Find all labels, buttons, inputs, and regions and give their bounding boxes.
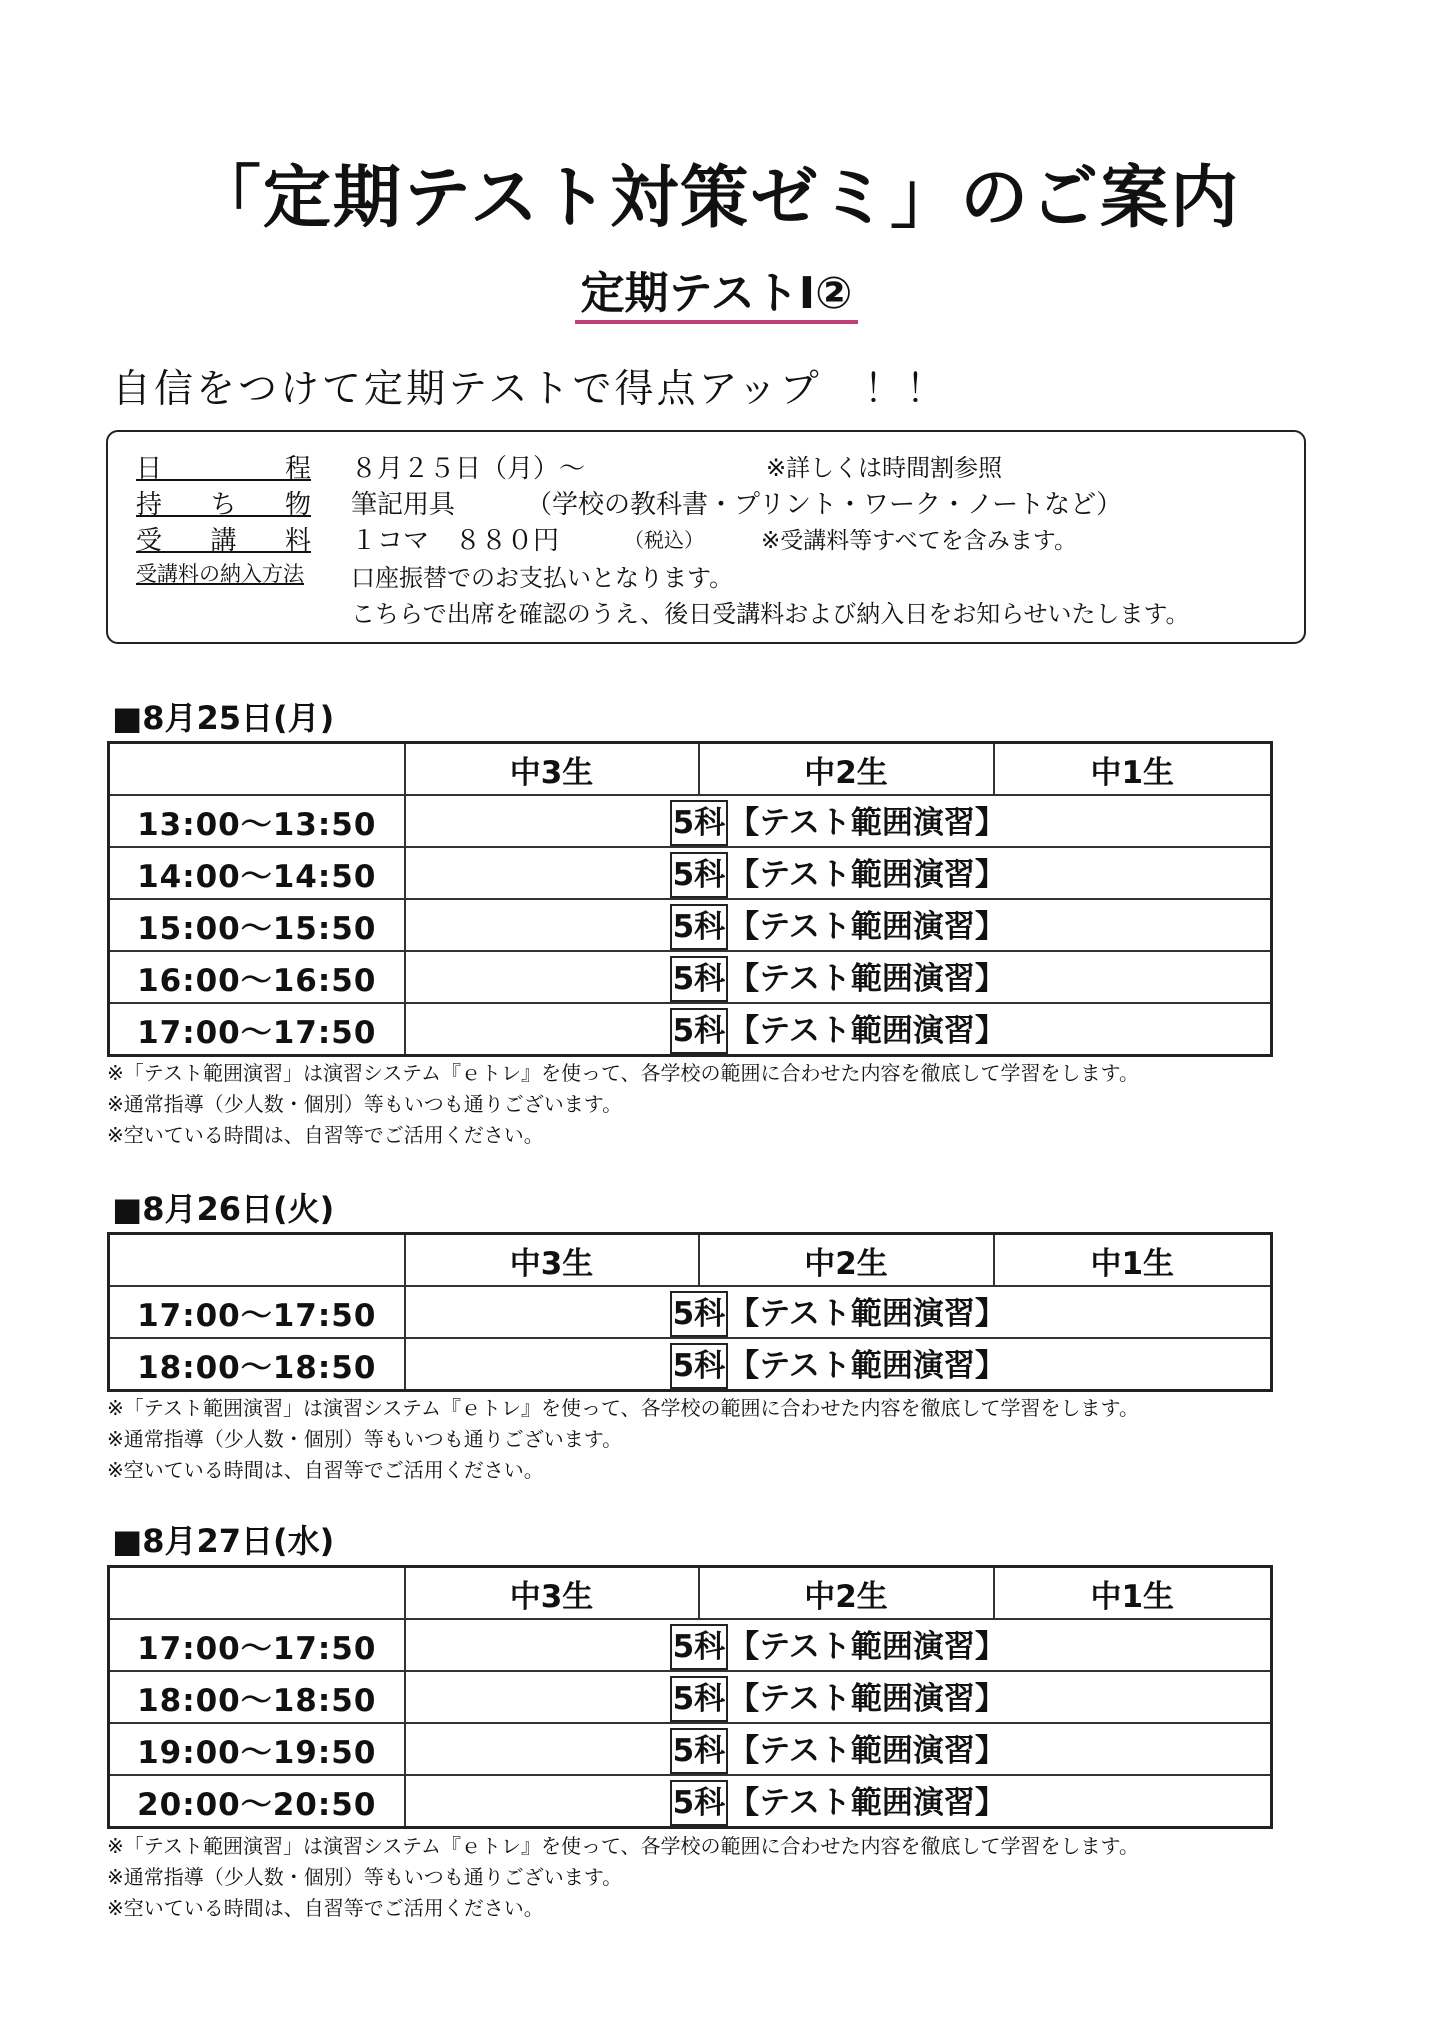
schedule-table-aug27 bbox=[107, 1565, 1273, 1829]
time-slot: 20:00～20:50 bbox=[109, 1775, 405, 1828]
time-slot: 18:00～18:50 bbox=[109, 1671, 405, 1723]
note-etore: ※「テスト範囲演習」は演習システム『ｅトレ』を使って、各学校の範囲に合わせた内容を徹底して学習をします。 bbox=[107, 1396, 1139, 1420]
items-note: （学校の教科書・プリント・ワーク・ノートなど） bbox=[526, 490, 1123, 520]
schedule-label: 日程 bbox=[136, 454, 311, 484]
header-grade-3: 中3生 bbox=[405, 1567, 699, 1620]
header-grade-3: 中3生 bbox=[405, 743, 699, 796]
session-cell bbox=[405, 847, 1272, 899]
table-row bbox=[109, 1671, 1272, 1723]
subject-badge: 5科 bbox=[670, 956, 729, 1002]
session-cell bbox=[405, 1619, 1272, 1671]
table-row bbox=[109, 1619, 1272, 1671]
table-row bbox=[109, 951, 1272, 1003]
time-slot: 19:00～19:50 bbox=[109, 1723, 405, 1775]
fee-tax: （税込） bbox=[624, 528, 704, 552]
subject-badge: 5科 bbox=[670, 1728, 729, 1774]
table-row bbox=[109, 1723, 1272, 1775]
header-grade-1: 中1生 bbox=[994, 1234, 1272, 1287]
time-slot: 18:00～18:50 bbox=[109, 1338, 405, 1391]
subject-badge: 5科 bbox=[670, 852, 729, 898]
session-content: 【テスト範囲演習】 bbox=[728, 1347, 1006, 1384]
payment-line1: 口座振替でのお支払いとなります。 bbox=[351, 564, 734, 592]
subject-badge: 5科 bbox=[670, 1343, 729, 1389]
session-content: 【テスト範囲演習】 bbox=[728, 1012, 1006, 1049]
subject-badge: 5科 bbox=[670, 1780, 729, 1826]
session-cell bbox=[405, 1723, 1272, 1775]
note-self-study: ※空いている時間は、自習等でご活用ください。 bbox=[107, 1123, 544, 1147]
table-header-row bbox=[109, 743, 1272, 796]
fee-label: 受講料 bbox=[136, 526, 311, 556]
table-row bbox=[109, 1775, 1272, 1828]
schedule-table-aug26 bbox=[107, 1232, 1273, 1392]
session-content: 【テスト範囲演習】 bbox=[728, 1628, 1006, 1665]
session-cell bbox=[405, 1286, 1272, 1338]
header-grade-1: 中1生 bbox=[994, 743, 1272, 796]
time-slot: 17:00～17:50 bbox=[109, 1286, 405, 1338]
subject-badge: 5科 bbox=[670, 904, 729, 950]
section-heading: ■8月25日(月) bbox=[112, 699, 335, 737]
subject-badge: 5科 bbox=[670, 1291, 729, 1337]
table-row bbox=[109, 1003, 1272, 1056]
section-heading: ■8月27日(水) bbox=[112, 1522, 335, 1560]
note-etore: ※「テスト範囲演習」は演習システム『ｅトレ』を使って、各学校の範囲に合わせた内容を徹底して学習をします。 bbox=[107, 1834, 1139, 1858]
session-content: 【テスト範囲演習】 bbox=[728, 1784, 1006, 1821]
session-content: 【テスト範囲演習】 bbox=[728, 908, 1006, 945]
fee-note: ※受講料等すべてを含みます。 bbox=[761, 528, 1077, 554]
session-cell bbox=[405, 951, 1272, 1003]
session-content: 【テスト範囲演習】 bbox=[728, 1680, 1006, 1717]
header-time-blank bbox=[109, 1567, 405, 1620]
schedule-value: ８月２５日（月）～ bbox=[351, 454, 586, 484]
table-row bbox=[109, 795, 1272, 847]
session-content: 【テスト範囲演習】 bbox=[728, 1732, 1006, 1769]
table-row bbox=[109, 1286, 1272, 1338]
subject-badge: 5科 bbox=[670, 800, 729, 846]
time-slot: 14:00～14:50 bbox=[109, 847, 405, 899]
subject-badge: 5科 bbox=[670, 1624, 729, 1670]
header-time-blank bbox=[109, 1234, 405, 1287]
session-cell bbox=[405, 1775, 1272, 1828]
table-header-row bbox=[109, 1567, 1272, 1620]
session-content: 【テスト範囲演習】 bbox=[728, 804, 1006, 841]
subject-badge: 5科 bbox=[670, 1008, 729, 1054]
items-value: 筆記用具 bbox=[351, 490, 456, 520]
session-cell bbox=[405, 899, 1272, 951]
session-cell bbox=[405, 1003, 1272, 1056]
payment-label: 受講料の納入方法 bbox=[136, 562, 304, 586]
tagline: 自信をつけて定期テストで得点アップ ！！ bbox=[112, 367, 948, 412]
note-regular: ※通常指導（少人数・個別）等もいつも通りございます。 bbox=[107, 1092, 623, 1116]
header-grade-2: 中2生 bbox=[699, 1567, 994, 1620]
notes-aug27 bbox=[107, 1831, 1139, 1924]
note-regular: ※通常指導（少人数・個別）等もいつも通りございます。 bbox=[107, 1865, 623, 1889]
notes-aug26 bbox=[107, 1393, 1139, 1486]
items-label: 持ち物 bbox=[136, 490, 311, 520]
session-content: 【テスト範囲演習】 bbox=[728, 1295, 1006, 1332]
note-regular: ※通常指導（少人数・個別）等もいつも通りございます。 bbox=[107, 1427, 623, 1451]
fee-value: １コマ ８８０円 bbox=[351, 526, 560, 556]
page-title: 「定期テスト対策ゼミ」のご案内 bbox=[192, 159, 1241, 238]
session-cell bbox=[405, 795, 1272, 847]
page-subtitle: 定期テストⅠ② bbox=[575, 270, 859, 324]
table-row bbox=[109, 899, 1272, 951]
subtitle-wrap bbox=[0, 270, 1433, 324]
notes-aug25 bbox=[107, 1058, 1139, 1151]
time-slot: 17:00～17:50 bbox=[109, 1003, 405, 1056]
session-content: 【テスト範囲演習】 bbox=[728, 960, 1006, 997]
info-box bbox=[106, 430, 1306, 644]
payment-line2: こちらで出席を確認のうえ、後日受講料および納入日をお知らせいたします。 bbox=[351, 600, 1190, 628]
note-self-study: ※空いている時間は、自習等でご活用ください。 bbox=[107, 1896, 544, 1920]
table-row bbox=[109, 1338, 1272, 1391]
table-row bbox=[109, 847, 1272, 899]
subject-badge: 5科 bbox=[670, 1676, 729, 1722]
session-content: 【テスト範囲演習】 bbox=[728, 856, 1006, 893]
schedule-note: ※詳しくは時間割参照 bbox=[766, 454, 1003, 482]
session-cell bbox=[405, 1671, 1272, 1723]
header-grade-1: 中1生 bbox=[994, 1567, 1272, 1620]
time-slot: 15:00～15:50 bbox=[109, 899, 405, 951]
time-slot: 13:00～13:50 bbox=[109, 795, 405, 847]
header-grade-2: 中2生 bbox=[699, 743, 994, 796]
schedule-table-aug25 bbox=[107, 741, 1273, 1057]
session-cell bbox=[405, 1338, 1272, 1391]
note-self-study: ※空いている時間は、自習等でご活用ください。 bbox=[107, 1458, 544, 1482]
table-header-row bbox=[109, 1234, 1272, 1287]
note-etore: ※「テスト範囲演習」は演習システム『ｅトレ』を使って、各学校の範囲に合わせた内容を徹底して学習をします。 bbox=[107, 1061, 1139, 1085]
time-slot: 17:00～17:50 bbox=[109, 1619, 405, 1671]
header-grade-2: 中2生 bbox=[699, 1234, 994, 1287]
section-heading: ■8月26日(火) bbox=[112, 1190, 335, 1228]
header-grade-3: 中3生 bbox=[405, 1234, 699, 1287]
time-slot: 16:00～16:50 bbox=[109, 951, 405, 1003]
header-time-blank bbox=[109, 743, 405, 796]
